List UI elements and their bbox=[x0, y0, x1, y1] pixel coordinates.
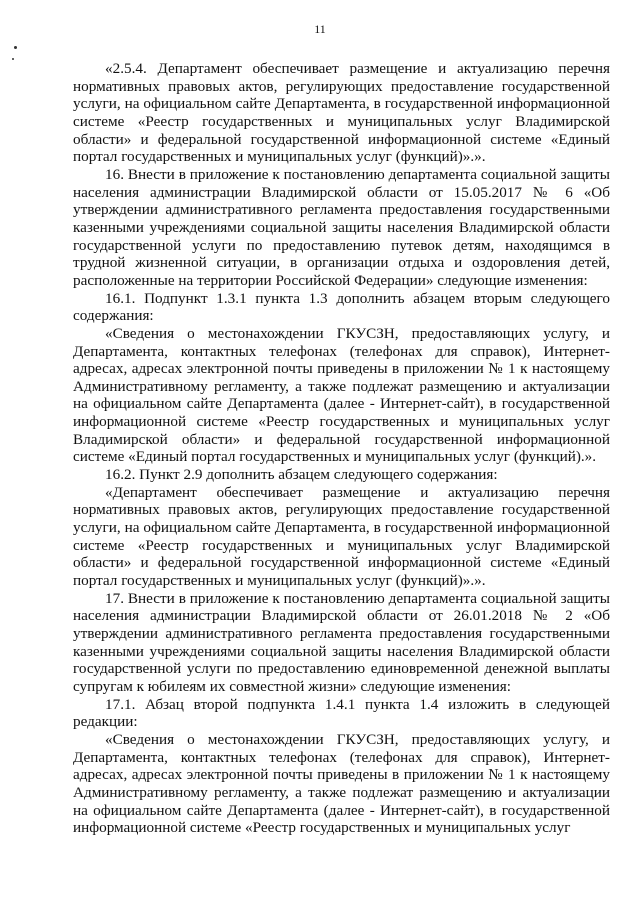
document-body bbox=[73, 60, 610, 837]
page-number: 11 bbox=[314, 22, 326, 36]
scan-speck bbox=[14, 46, 17, 49]
paragraph-2-5-4-quote: «2.5.4. Департамент обеспечивает размещение и актуализацию перечня нормативных правовых актов, регулирующих предоставление государственной услуги, на официальном сайте Департамента, в государственной информационной системе «Реестр государственных и муниципальных услуг Владимирской области» и федеральной государственной информационной системе «Единый портал государственных и муниципальных услуг (функций)».». bbox=[73, 60, 610, 166]
paragraph-16: 16. Внести в приложение к постановлению департамента социальной защиты населения администрации Владимирской области от 15.05.2017 № 6 «Об утверждении административного регламента предоставления государственными казенными учреждениями социальной защиты населения Владимирской области государственной услуги по предоставлению путевок детям, находящимся в трудной жизненной ситуации, в организации отдыха и оздоровления детей, расположенные на территории Российской Федерации» следующие изменения: bbox=[73, 165, 610, 289]
paragraph-17-1-quote: «Сведения о местонахождении ГКУСЗН, предоставляющих услугу, и Департамента, контактных телефонах (телефонах для справок), Интернет-адресах, адресах электронной почты приведены в приложении № 1 к настоящему Административному регламенту, а также подлежат размещению и актуализации на официальном сайте Департамента (далее - Интернет-сайт), в государственной информационной системе «Реестр государственных и муниципальных услуг bbox=[73, 730, 610, 837]
paragraph-16-1-quote: «Сведения о местонахождении ГКУСЗН, предоставляющих услугу, и Департамента, контактных телефонах (телефонах для справок), Интернет-адресах, адресах электронной почты приведены в приложении № 1 к настоящему Административному регламенту, а также подлежат размещению и актуализации на официальном сайте Департамента (далее - Интернет-сайт), в государственной информационной системе «Реестр государственных и муниципальных услуг Владимирской области» и федеральной государственной информационной системе «Единый портал государственных и муниципальных услуг (функций).». bbox=[73, 324, 610, 466]
scan-speck bbox=[12, 58, 14, 60]
paragraph-17-1: 17.1. Абзац второй подпункта 1.4.1 пункта 1.4 изложить в следующей редакции: bbox=[73, 695, 610, 731]
paragraph-16-1: 16.1. Подпункт 1.3.1 пункта 1.3 дополнить абзацем вторым следующего содержания: bbox=[73, 289, 610, 325]
paragraph-17: 17. Внести в приложение к постановлению департамента социальной защиты населения администрации Владимирской области от 26.01.2018 № 2 «Об утверждении административного регламента предоставления государственными казенными учреждениями социальной защиты населения Владимирской области государственной услуги по предоставлению единовременной денежной выплаты супругам к юбилеям их совместной жизни» следующие изменения: bbox=[73, 589, 610, 695]
paragraph-16-2-quote: «Департамент обеспечивает размещение и актуализацию перечня нормативных правовых актов, регулирующих предоставление государственной услуги, на официальном сайте Департамента, в государственной информационной системе «Реестр государственных и муниципальных услуг Владимирской области» и федеральной государственной информационной системе «Единый портал государственных и муниципальных услуг (функций)».». bbox=[73, 483, 610, 590]
paragraph-16-2: 16.2. Пункт 2.9 дополнить абзацем следующего содержания: bbox=[105, 466, 498, 484]
